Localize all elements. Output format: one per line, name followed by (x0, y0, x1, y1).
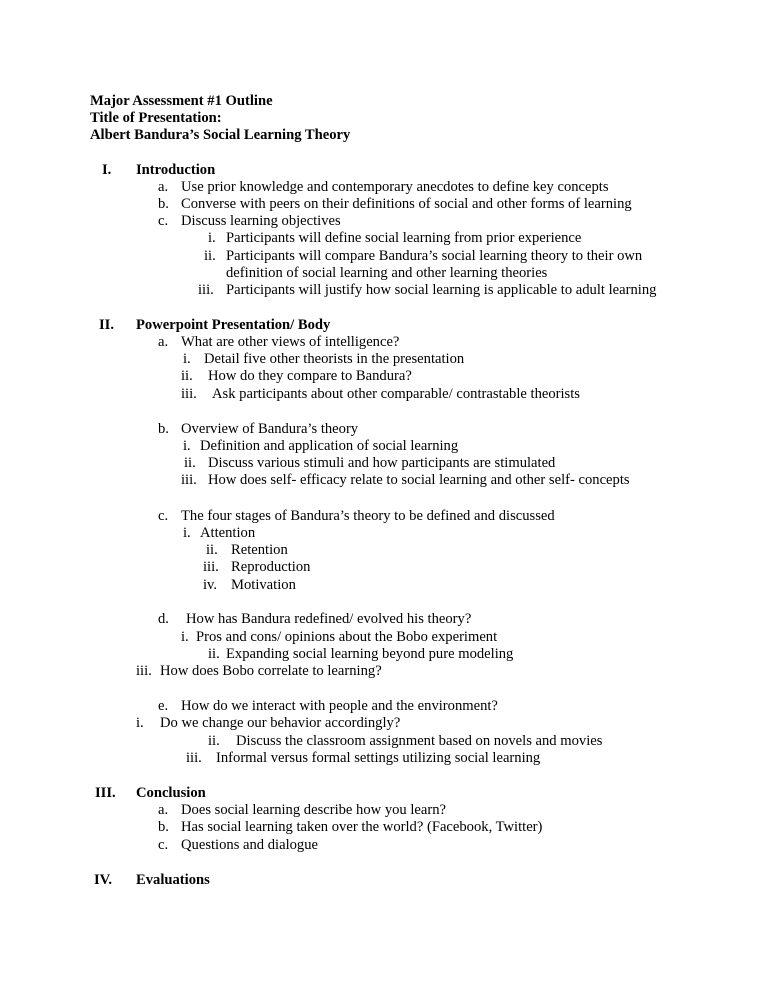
section-heading: Conclusion (136, 785, 206, 801)
item-text: Ask participants about other comparable/ contrastable theorists (212, 386, 580, 402)
item-marker: c. (158, 837, 169, 853)
item-text: Use prior knowledge and contemporary anecdotes to define key concepts (181, 179, 609, 195)
item-text: Has social learning taken over the world? (Facebook, Twitter) (181, 819, 543, 835)
item-marker: i. (181, 629, 189, 645)
item-text: Reproduction (231, 559, 311, 575)
item-text: The four stages of Bandura’s theory to be defined and discussed (181, 508, 555, 524)
item-text: How do they compare to Bandura? (208, 368, 412, 384)
item-text: Informal versus formal settings utilizing social learning (216, 750, 541, 766)
item-text: Participants will define social learning from prior experience (226, 230, 582, 246)
item-marker: a. (158, 802, 169, 818)
item-text: Do we change our behavior accordingly? (160, 715, 401, 731)
item-marker: b. (158, 196, 169, 212)
item-text: Discuss learning objectives (181, 213, 341, 229)
item-marker: iii. (186, 750, 202, 766)
item-marker: ii. (181, 368, 193, 384)
item-text: Converse with peers on their definitions of social and other forms of learning (181, 196, 632, 212)
item-marker: i. (136, 715, 144, 731)
section-numeral: III. (95, 785, 116, 801)
item-marker: a. (158, 179, 169, 195)
item-text: Pros and cons/ opinions about the Bobo experiment (196, 629, 498, 645)
outline-title: Major Assessment #1 Outline (90, 93, 273, 109)
item-marker: c. (158, 508, 169, 524)
item-marker: i. (183, 438, 191, 454)
item-marker: iii. (181, 386, 197, 402)
item-marker: iii. (203, 559, 219, 575)
item-marker: i. (183, 525, 191, 541)
item-text: How does self- efficacy relate to social learning and other self- concepts (208, 472, 630, 488)
item-marker: iv. (203, 577, 218, 593)
item-marker: ii. (208, 733, 220, 749)
section-numeral: IV. (94, 872, 112, 888)
item-marker: ii. (206, 542, 218, 558)
item-marker: ii. (204, 248, 216, 264)
item-marker: c. (158, 213, 169, 229)
item-text: Discuss various stimuli and how participants are stimulated (208, 455, 556, 471)
item-marker: e. (158, 698, 169, 714)
presentation-title-label: Title of Presentation: (90, 110, 222, 126)
item-text: Overview of Bandura’s theory (181, 421, 359, 437)
item-marker: i. (183, 351, 191, 367)
item-text: What are other views of intelligence? (181, 334, 400, 350)
item-text: Questions and dialogue (181, 837, 318, 853)
item-text: Motivation (231, 577, 296, 593)
section-numeral: I. (102, 162, 112, 178)
item-marker: d. (158, 611, 169, 627)
presentation-title: Albert Bandura’s Social Learning Theory (90, 127, 351, 143)
item-text: Attention (200, 525, 256, 541)
item-marker: iii. (198, 282, 214, 298)
item-text: Retention (231, 542, 288, 558)
item-text: Discuss the classroom assignment based on novels and movies (236, 733, 603, 749)
item-marker: ii. (184, 455, 196, 471)
item-marker: iii. (136, 663, 152, 679)
item-text: How does Bobo correlate to learning? (160, 663, 382, 679)
item-marker: ii. (208, 646, 220, 662)
item-marker: iii. (181, 472, 197, 488)
item-text: How do we interact with people and the environment? (181, 698, 498, 714)
item-text: Does social learning describe how you learn? (181, 802, 447, 818)
item-text-continued: definition of social learning and other learning theories (226, 265, 548, 281)
section-numeral: II. (99, 317, 115, 333)
item-marker: b. (158, 819, 169, 835)
section-heading: Powerpoint Presentation/ Body (136, 317, 331, 333)
item-text: Definition and application of social learning (200, 438, 459, 454)
item-marker: b. (158, 421, 169, 437)
item-marker: i. (208, 230, 216, 246)
item-text: Participants will justify how social learning is applicable to adult learning (226, 282, 657, 298)
section-heading: Introduction (136, 162, 216, 178)
item-text: How has Bandura redefined/ evolved his theory? (186, 611, 472, 627)
item-marker: a. (158, 334, 169, 350)
item-text: Participants will compare Bandura’s social learning theory to their own (226, 248, 643, 264)
item-text: Expanding social learning beyond pure modeling (226, 646, 514, 662)
section-heading: Evaluations (136, 872, 210, 888)
item-text: Detail five other theorists in the presentation (204, 351, 465, 367)
